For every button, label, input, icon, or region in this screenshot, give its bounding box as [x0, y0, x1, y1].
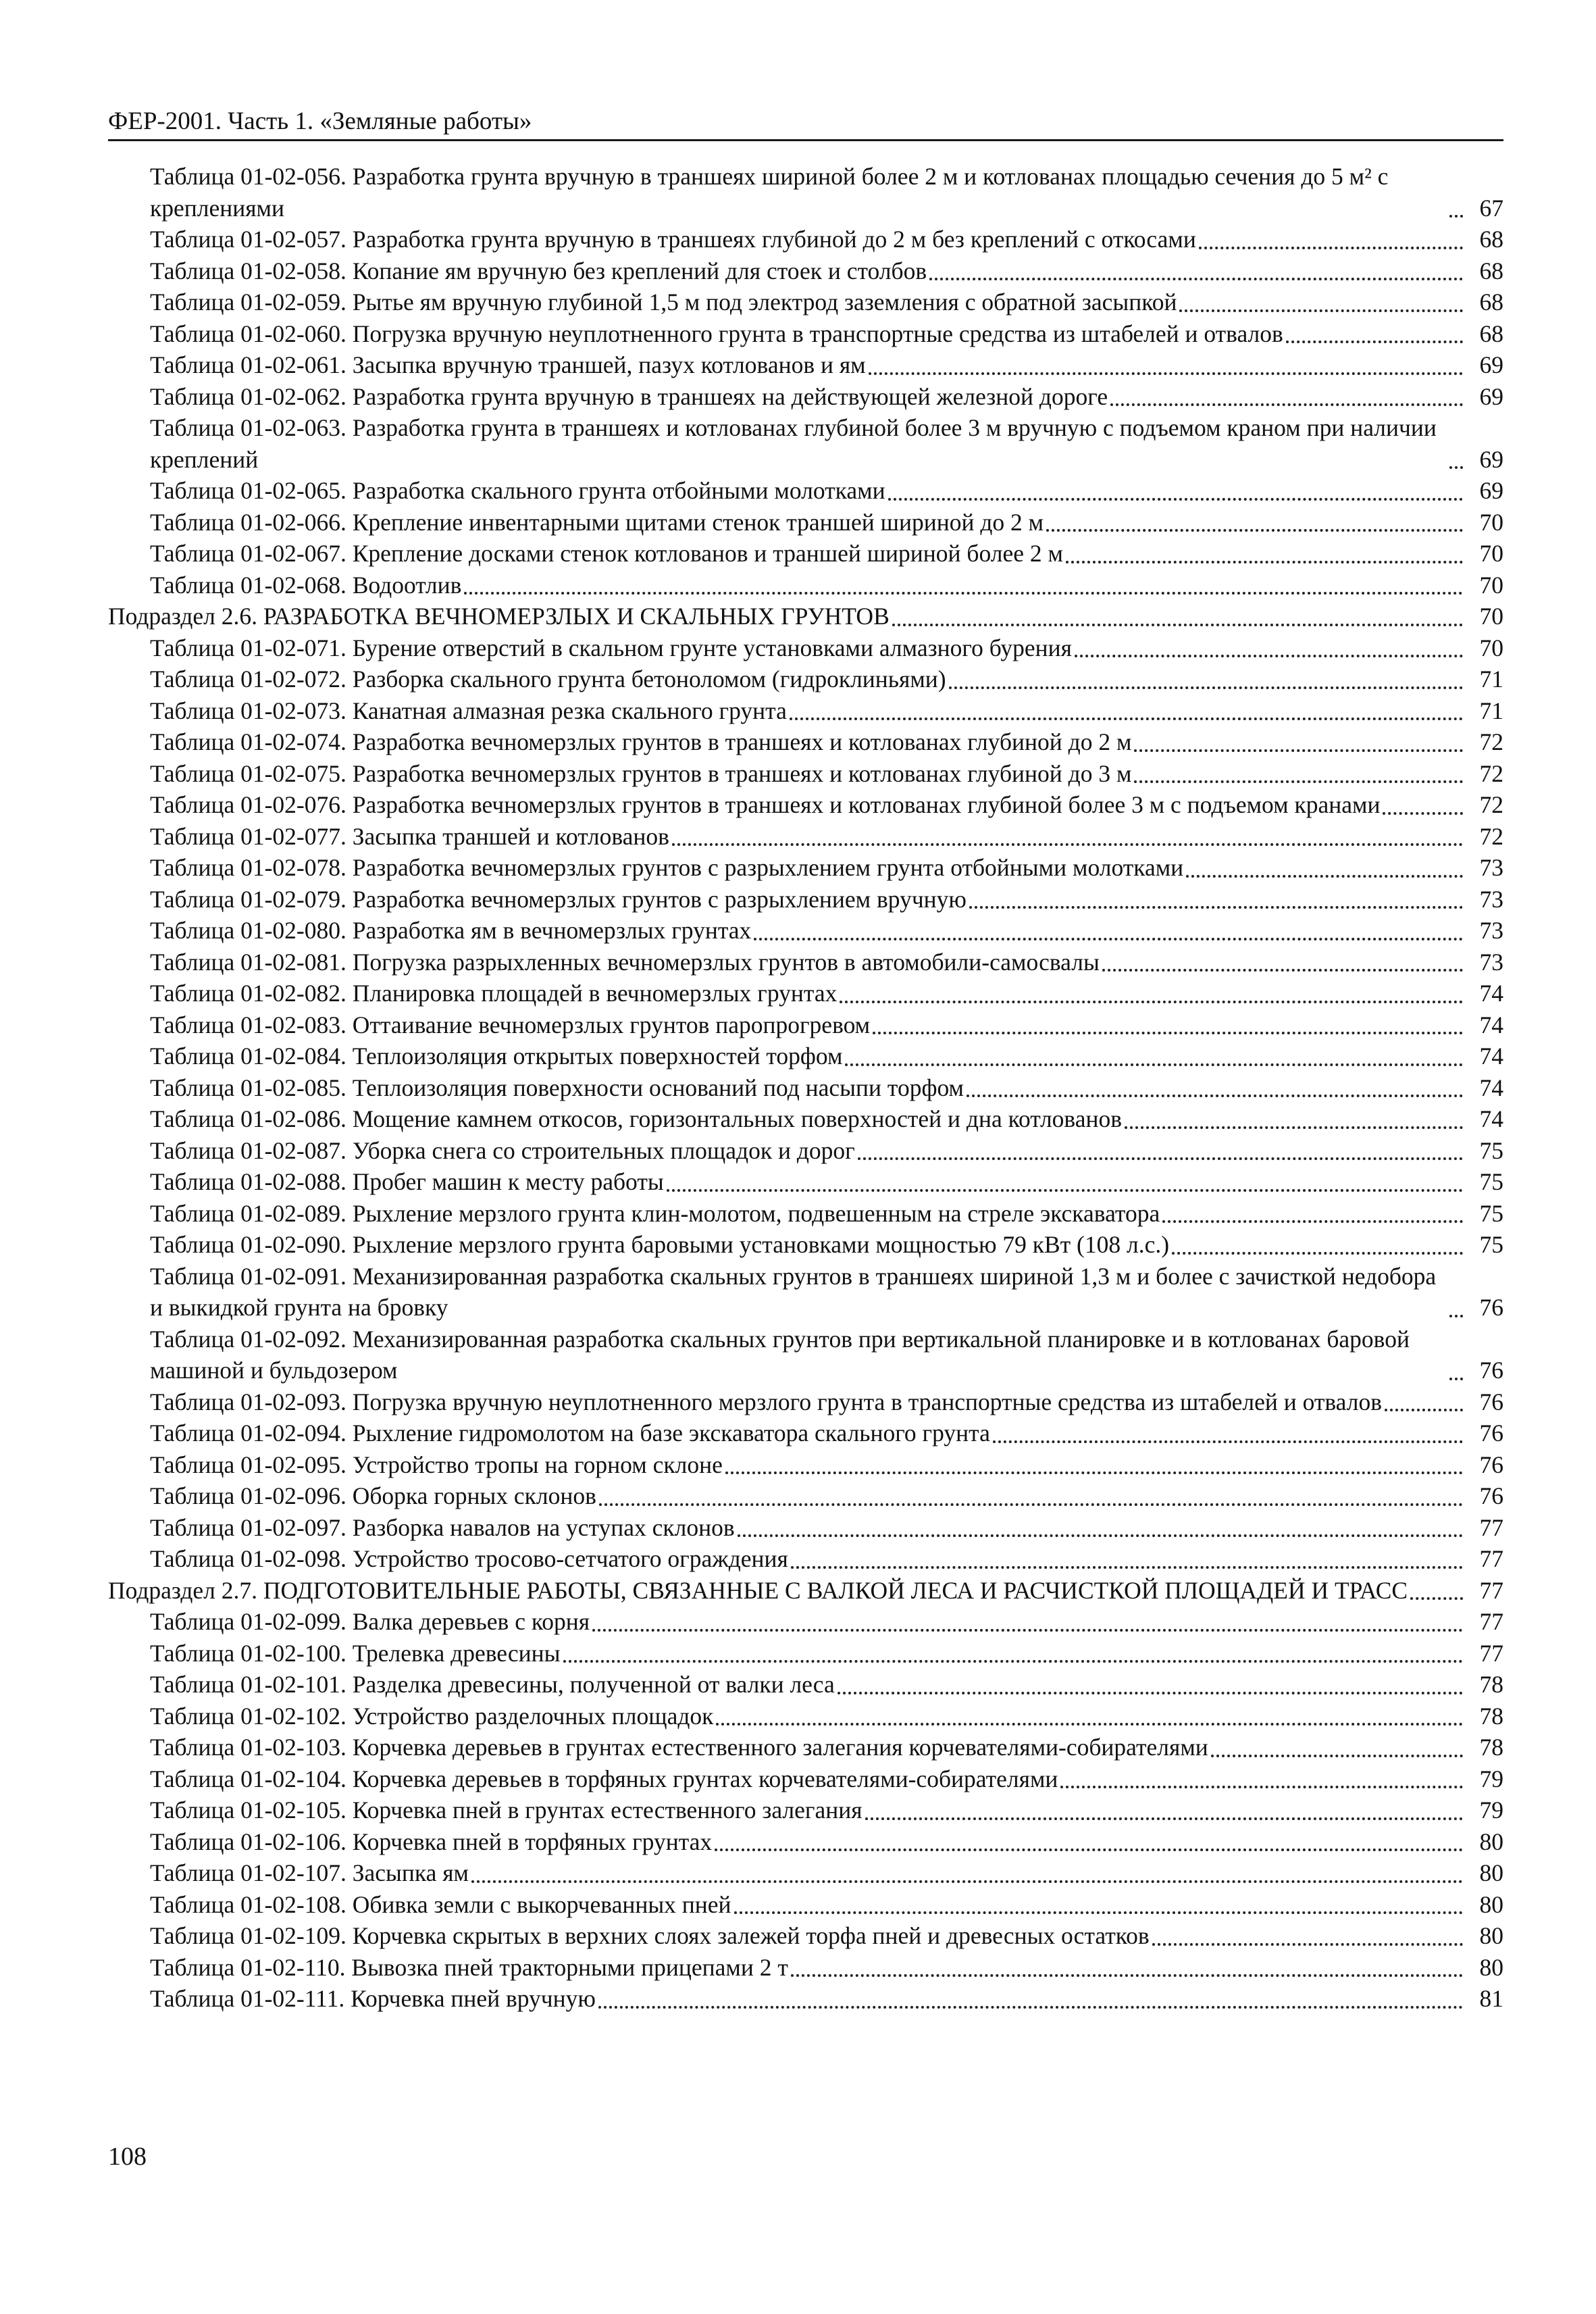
toc-entry-page: 72: [1479, 791, 1503, 818]
toc-entry-page: 70: [1479, 540, 1503, 567]
dot-leader: [716, 1723, 1463, 1726]
toc-entry-title: Таблица 01-02-092. Механизированная разработка скальных грунтов при вертикальной планировке и в котлованах баровой машиной и бульдозером: [150, 1325, 1410, 1384]
toc-entry-title: Таблица 01-02-083. Оттаивание вечномерзлых грунтов паропрогревом: [150, 1011, 871, 1038]
dot-leader: [865, 1817, 1463, 1820]
toc-entry-page: 76: [1479, 1482, 1503, 1509]
toc-table-entry[interactable]: [108, 726, 1503, 758]
toc-entry-title: Таблица 01-02-086. Мощение камнем откосов, горизонтальных поверхностей и дна котлованов: [150, 1105, 1122, 1132]
toc-table-entry[interactable]: [108, 1103, 1503, 1135]
toc-entry-title: Таблица 01-02-088. Пробег машин к месту работы: [150, 1168, 664, 1195]
toc-entry-page: 70: [1479, 603, 1503, 630]
dot-leader: [790, 718, 1463, 720]
toc-entry-page: 78: [1479, 1671, 1503, 1698]
toc-table-entry[interactable]: [108, 789, 1503, 821]
dot-leader: [858, 1157, 1463, 1160]
toc-entry-title: Таблица 01-02-090. Рыхление мерзлого грунта баровыми установками мощностью 79 кВт (108 л.с.): [150, 1231, 1170, 1258]
toc-table-entry[interactable]: [108, 1198, 1503, 1230]
toc-entry-page: 69: [1479, 445, 1503, 473]
dot-leader: [592, 1629, 1463, 1632]
dot-leader: [1449, 215, 1463, 218]
dot-leader: [1385, 1409, 1463, 1411]
toc-entry-page: 72: [1479, 728, 1503, 755]
toc-table-entry[interactable]: [108, 695, 1503, 727]
dot-leader: [873, 1032, 1463, 1034]
toc-table-entry[interactable]: [108, 852, 1503, 884]
toc-table-entry[interactable]: [108, 947, 1503, 978]
toc-entry-page: 79: [1479, 1765, 1503, 1792]
toc-entry-title: Таблица 01-02-106. Корчевка пней в торфяных грунтах: [150, 1828, 713, 1855]
toc-entry-page: 73: [1479, 885, 1503, 913]
toc-entry-page: 80: [1479, 1828, 1503, 1855]
toc-entry-title: Таблица 01-02-076. Разработка вечномерзлых грунтов в траншеях и котлованах глубиной более 3 м с подъемом кранами: [150, 791, 1381, 818]
toc-table-entry[interactable]: [108, 255, 1503, 287]
dot-leader: [1410, 1597, 1463, 1600]
toc-entry-page: 80: [1479, 1922, 1503, 1949]
toc-entry-title: Таблица 01-02-074. Разработка вечномерзлых грунтов в траншеях и котлованах глубиной до 2 м: [150, 728, 1132, 755]
toc-entry-page: 70: [1479, 571, 1503, 599]
dot-leader: [667, 1189, 1463, 1192]
dot-leader: [563, 1660, 1463, 1663]
toc-entry-page: 77: [1479, 1608, 1503, 1635]
toc-table-entry[interactable]: [108, 978, 1503, 1009]
toc-entry-page: 76: [1479, 1388, 1503, 1415]
dot-leader: [1383, 812, 1463, 815]
dot-leader: [471, 1880, 1463, 1883]
toc-entry-title: Таблица 01-02-081. Погрузка разрыхленных вечномерзлых грунтов в автомобили-самосвалы: [150, 948, 1100, 976]
toc-table-entry[interactable]: [108, 1449, 1503, 1481]
toc-table-entry[interactable]: [108, 1857, 1503, 1889]
toc-table-entry[interactable]: [108, 1417, 1503, 1449]
toc-entry-title: Таблица 01-02-094. Рыхление гидромолотом на базе экскаватора скального грунта: [150, 1419, 990, 1447]
toc-table-entry[interactable]: [108, 1009, 1503, 1041]
toc-entry-title: Таблица 01-02-095. Устройство тропы на горном склоне: [150, 1451, 723, 1478]
dot-leader: [969, 906, 1463, 909]
toc-entry-title: Таблица 01-02-063. Разработка грунта в траншеях и котлованах глубиной более 3 м вручную с подъемом краном при наличии креплений: [150, 414, 1437, 473]
toc-entry-page: 78: [1479, 1734, 1503, 1761]
toc-entry-page: 80: [1479, 1953, 1503, 1981]
dot-leader: [1449, 1315, 1463, 1317]
toc-entry-page: 71: [1479, 697, 1503, 724]
toc-table-entry[interactable]: [108, 1072, 1503, 1104]
dot-leader: [738, 1534, 1463, 1537]
dot-leader: [838, 1692, 1463, 1694]
toc-table-entry[interactable]: [108, 1512, 1503, 1544]
toc-entry-title: Таблица 01-02-097. Разборка навалов на уступах склонов: [150, 1513, 735, 1541]
toc-entry-title: Таблица 01-02-105. Корчевка пней в грунтах естественного залегания: [150, 1796, 863, 1823]
toc-entry-page: 76: [1479, 1357, 1503, 1384]
toc-table-entry[interactable]: [108, 1983, 1503, 2015]
dot-leader: [840, 1001, 1463, 1003]
toc-entry-title: Таблица 01-02-096. Оборка горных склонов: [150, 1482, 596, 1509]
toc-entry-title: Таблица 01-02-084. Теплоизоляция открытых поверхностей торфом: [150, 1042, 843, 1070]
toc-table-entry[interactable]: [108, 1166, 1503, 1198]
toc-entry-page: 77: [1479, 1639, 1503, 1667]
toc-table-entry[interactable]: [108, 632, 1503, 664]
toc-entry-title: Таблица 01-02-065. Разработка скального грунта отбойными молотками: [150, 477, 885, 504]
toc-entry-title: Таблица 01-02-059. Рытье ям вручную глубиной 1,5 м под электрод заземления с обратной засыпкой: [150, 288, 1177, 316]
toc-table-entry[interactable]: [108, 1669, 1503, 1701]
toc-table-entry[interactable]: [108, 915, 1503, 947]
toc-entry-title: Таблица 01-02-110. Вывозка пней тракторными прицепами 2 т: [150, 1953, 788, 1981]
toc-entry-title: Подраздел 2.7. ПОДГОТОВИТЕЛЬНЫЕ РАБОТЫ, СВЯЗАННЫЕ С ВАЛКОЙ ЛЕСА И РАСЧИСТКОЙ ПЛОЩАДЕЙ И ТРАСС: [108, 1576, 1408, 1604]
dot-leader: [1162, 1220, 1463, 1223]
toc-entry-page: 68: [1479, 226, 1503, 253]
toc-entry-page: 71: [1479, 665, 1503, 693]
toc-table-entry[interactable]: [108, 758, 1503, 790]
toc-entry-page: 69: [1479, 351, 1503, 378]
toc-entry-title: Таблица 01-02-075. Разработка вечномерзлых грунтов в траншеях и котлованах глубиной до 3 м: [150, 759, 1132, 787]
toc-table-entry[interactable]: [108, 161, 1503, 224]
toc-entry-page: 76: [1479, 1419, 1503, 1447]
toc-table-entry[interactable]: [108, 381, 1503, 413]
dot-leader: [1449, 1378, 1463, 1380]
toc-table-entry[interactable]: [108, 570, 1503, 601]
toc-table-entry[interactable]: [108, 475, 1503, 507]
toc-entry-page: 75: [1479, 1168, 1503, 1195]
toc-entry-page: 76: [1479, 1294, 1503, 1321]
toc-entry-title: Таблица 01-02-062. Разработка грунта вручную в траншеях на действующей железной дороге: [150, 382, 1108, 410]
dot-leader: [734, 1911, 1463, 1914]
toc-entry-page: 73: [1479, 948, 1503, 976]
toc-entry-page: 77: [1479, 1576, 1503, 1604]
toc-entry-title: Таблица 01-02-082. Планировка площадей в вечномерзлых грунтах: [150, 980, 838, 1007]
toc-entry-page: 75: [1479, 1199, 1503, 1227]
toc-entry-page: 74: [1479, 1011, 1503, 1038]
dot-leader: [1449, 466, 1463, 469]
toc-table-entry[interactable]: [108, 412, 1503, 475]
toc-entry-title: Таблица 01-02-068. Водоотлив: [150, 571, 462, 599]
toc-entry-title: Таблица 01-02-080. Разработка ям в вечномерзлых грунтах: [150, 917, 752, 944]
toc-table-entry[interactable]: [108, 1889, 1503, 1921]
table-of-contents: [108, 161, 1503, 2015]
toc-entry-title: Таблица 01-02-056. Разработка грунта вручную в траншеях шириной более 2 м и котлованах площадью сечения до 5 м² с креплениями: [150, 163, 1389, 222]
toc-entry-title: Таблица 01-02-099. Валка деревьев с корня: [150, 1608, 590, 1635]
dot-leader: [791, 1566, 1463, 1569]
dot-leader: [1179, 309, 1463, 312]
toc-table-entry[interactable]: [108, 1135, 1503, 1167]
toc-entry-page: 77: [1479, 1513, 1503, 1541]
toc-entry-page: 73: [1479, 917, 1503, 944]
dot-leader: [715, 1848, 1463, 1851]
toc-entry-title: Таблица 01-02-087. Уборка снега со строительных площадок и дорог: [150, 1136, 855, 1164]
dot-leader: [1046, 529, 1463, 532]
toc-table-entry[interactable]: [108, 1543, 1503, 1575]
toc-table-entry[interactable]: [108, 1324, 1503, 1386]
toc-table-entry[interactable]: [108, 1952, 1503, 1984]
toc-entry-page: 68: [1479, 257, 1503, 284]
dot-leader: [1075, 655, 1463, 657]
toc-entry-page: 77: [1479, 1545, 1503, 1572]
dot-leader: [1286, 341, 1463, 343]
toc-entry-title: Таблица 01-02-101. Разделка древесины, полученной от валки леса: [150, 1671, 835, 1698]
toc-entry-title: Таблица 01-02-085. Теплоизоляция поверхности оснований под насыпи торфом: [150, 1074, 964, 1101]
toc-table-entry[interactable]: [108, 884, 1503, 915]
dot-leader: [725, 1472, 1463, 1474]
dot-leader: [791, 1974, 1463, 1977]
toc-entry-page: 74: [1479, 1074, 1503, 1101]
toc-entry-page: 68: [1479, 288, 1503, 316]
dot-leader: [888, 498, 1463, 501]
toc-entry-title: Таблица 01-02-058. Копание ям вручную без креплений для стоек и столбов: [150, 257, 927, 284]
toc-entry-title: Подраздел 2.6. РАЗРАБОТКА ВЕЧНОМЕРЗЛЫХ И СКАЛЬНЫХ ГРУНТОВ: [108, 603, 890, 630]
dot-leader: [1134, 780, 1463, 783]
toc-entry-page: 73: [1479, 854, 1503, 881]
dot-leader: [892, 624, 1463, 626]
toc-entry-title: Таблица 01-02-078. Разработка вечномерзлых грунтов с разрыхлением грунта отбойными молотками: [150, 854, 1184, 881]
toc-table-entry[interactable]: [108, 1732, 1503, 1763]
toc-table-entry[interactable]: [108, 1040, 1503, 1072]
dot-leader: [754, 938, 1463, 940]
toc-entry-title: Таблица 01-02-107. Засыпка ям: [150, 1859, 469, 1886]
dot-leader: [1110, 403, 1463, 406]
toc-table-entry[interactable]: [108, 1920, 1503, 1952]
toc-table-entry[interactable]: [108, 663, 1503, 695]
toc-table-entry[interactable]: [108, 1606, 1503, 1638]
toc-entry-page: 80: [1479, 1890, 1503, 1918]
toc-entry-title: Таблица 01-02-093. Погрузка вручную неуплотненного мерзлого грунта в транспортные средства из штабелей и отвалов: [150, 1388, 1382, 1415]
toc-entry-title: Таблица 01-02-089. Рыхление мерзлого грунта клин-молотом, подвешенным на стреле экскаватора: [150, 1199, 1160, 1227]
dot-leader: [672, 843, 1463, 846]
toc-table-entry[interactable]: [108, 349, 1503, 381]
dot-leader: [599, 1503, 1463, 1506]
toc-entry-page: 78: [1479, 1702, 1503, 1730]
toc-entry-title: Таблица 01-02-111. Корчевка пней вручную: [150, 1985, 596, 2012]
toc-table-entry[interactable]: [108, 1794, 1503, 1826]
dot-leader: [1060, 1786, 1463, 1788]
toc-entry-title: Таблица 01-02-091. Механизированная разработка скальных грунтов в траншеях шириной 1,3 м и более с зачисткой недобора и выкидкой грунта на бровку: [150, 1262, 1437, 1321]
toc-entry-title: Таблица 01-02-103. Корчевка деревьев в грунтах естественного залегания корчевателями-собирателями: [150, 1734, 1208, 1761]
toc-entry-page: 72: [1479, 759, 1503, 787]
toc-table-entry[interactable]: [108, 224, 1503, 255]
dot-leader: [967, 1095, 1463, 1097]
toc-table-entry[interactable]: [108, 821, 1503, 853]
toc-entry-title: Таблица 01-02-067. Крепление досками стенок котлованов и траншей шириной более 2 м: [150, 540, 1063, 567]
toc-table-entry[interactable]: [108, 1763, 1503, 1795]
dot-leader: [1125, 1126, 1463, 1129]
toc-table-entry[interactable]: [108, 507, 1503, 538]
toc-entry-page: 74: [1479, 1105, 1503, 1132]
toc-entry-title: Таблица 01-02-098. Устройство тросово-сетчатого ограждения: [150, 1545, 788, 1572]
toc-entry-title: Таблица 01-02-057. Разработка грунта вручную в траншеях глубиной до 2 м без креплений с откосами: [150, 226, 1196, 253]
dot-leader: [1211, 1755, 1463, 1757]
toc-entry-page: 70: [1479, 508, 1503, 536]
toc-entry-page: 67: [1479, 194, 1503, 222]
toc-section-entry[interactable]: [108, 1575, 1503, 1607]
toc-entry-page: 75: [1479, 1136, 1503, 1164]
dot-leader: [845, 1063, 1463, 1066]
toc-table-entry[interactable]: [108, 1261, 1503, 1324]
toc-entry-page: 75: [1479, 1231, 1503, 1258]
toc-entry-page: 74: [1479, 1042, 1503, 1070]
toc-entry-title: Таблица 01-02-104. Корчевка деревьев в торфяных грунтах корчевателями-собирателями: [150, 1765, 1058, 1792]
dot-leader: [1066, 561, 1463, 563]
dot-leader: [598, 2006, 1463, 2009]
toc-entry-title: Таблица 01-02-077. Засыпка траншей и котлованов: [150, 822, 669, 850]
dot-leader: [1102, 969, 1463, 972]
toc-entry-page: 76: [1479, 1451, 1503, 1478]
dot-leader: [1199, 247, 1463, 249]
toc-entry-page: 68: [1479, 320, 1503, 347]
toc-entry-title: Таблица 01-02-060. Погрузка вручную неуплотненного грунта в транспортные средства из штабелей и отвалов: [150, 320, 1283, 347]
toc-entry-page: 69: [1479, 477, 1503, 504]
toc-entry-title: Таблица 01-02-061. Засыпка вручную траншей, пазух котлованов и ям: [150, 351, 866, 378]
toc-entry-title: Таблица 01-02-073. Канатная алмазная резка скального грунта: [150, 697, 787, 724]
dot-leader: [1172, 1252, 1463, 1255]
toc-entry-page: 79: [1479, 1796, 1503, 1823]
toc-entry-page: 72: [1479, 822, 1503, 850]
dot-leader: [949, 686, 1463, 689]
toc-entry-title: Таблица 01-02-108. Обивка земли с выкорчеванных пней: [150, 1890, 731, 1918]
toc-table-entry[interactable]: [108, 318, 1503, 350]
toc-entry-page: 69: [1479, 382, 1503, 410]
dot-leader: [993, 1440, 1463, 1443]
toc-entry-page: 70: [1479, 634, 1503, 661]
toc-table-entry[interactable]: [108, 1386, 1503, 1418]
toc-section-entry[interactable]: [108, 601, 1503, 632]
dot-leader: [929, 278, 1463, 280]
running-header: ФЕР-2001. Часть 1. «Земляные работы»: [108, 107, 532, 135]
toc-entry-title: Таблица 01-02-066. Крепление инвентарными щитами стенок траншей шириной до 2 м: [150, 508, 1044, 536]
toc-entry-page: 80: [1479, 1859, 1503, 1886]
dot-leader: [1134, 749, 1463, 752]
toc-entry-title: Таблица 01-02-102. Устройство разделочных площадок: [150, 1702, 714, 1730]
dot-leader: [1152, 1943, 1463, 1946]
toc-table-entry[interactable]: [108, 1826, 1503, 1858]
toc-table-entry[interactable]: [108, 1229, 1503, 1261]
toc-table-entry[interactable]: [108, 1480, 1503, 1512]
page-number: 108: [108, 2142, 147, 2171]
toc-entry-title: Таблица 01-02-071. Бурение отверстий в скальном грунте установками алмазного бурения: [150, 634, 1072, 661]
toc-entry-page: 81: [1479, 1985, 1503, 2012]
dot-leader: [464, 592, 1463, 595]
toc-entry-page: 74: [1479, 980, 1503, 1007]
dot-leader: [869, 372, 1463, 375]
toc-entry-title: Таблица 01-02-109. Корчевка скрытых в верхних слоях залежей торфа пней и древесных остатков: [150, 1922, 1150, 1949]
dot-leader: [1186, 875, 1463, 878]
toc-entry-title: Таблица 01-02-100. Трелевка древесины: [150, 1639, 561, 1667]
toc-entry-title: Таблица 01-02-079. Разработка вечномерзлых грунтов с разрыхлением вручную: [150, 885, 967, 913]
toc-table-entry[interactable]: [108, 1638, 1503, 1669]
toc-table-entry[interactable]: [108, 286, 1503, 318]
toc-table-entry[interactable]: [108, 538, 1503, 570]
toc-table-entry[interactable]: [108, 1701, 1503, 1732]
toc-entry-title: Таблица 01-02-072. Разборка скального грунта бетоноломом (гидроклиньями): [150, 665, 946, 693]
header-rule: [108, 139, 1503, 141]
